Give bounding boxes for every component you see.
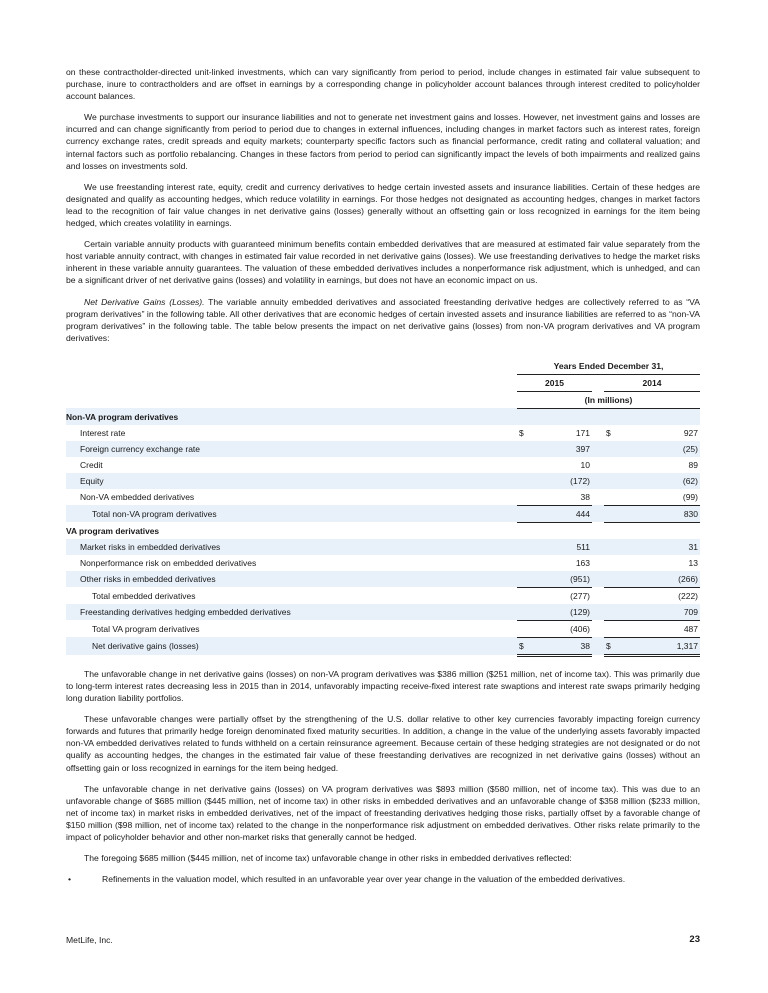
value-2015: 171 [575,427,590,438]
row-label: Total VA program derivatives [92,623,200,634]
table-header-period [66,358,700,375]
period-header: Years Ended December 31, [517,358,700,375]
section-title: VA program derivatives [66,525,160,536]
footer-company: MetLife, Inc. [66,935,113,945]
value-2014: 709 [616,604,700,621]
value-2014: 31 [616,539,700,555]
value-2015: (406) [529,620,592,637]
value-2015: 397 [529,441,592,457]
value-2015: 444 [529,505,592,522]
value-2014: 89 [688,459,698,470]
table-row-total [66,620,700,637]
year-2015-header: 2015 [517,374,592,391]
table-row [66,604,700,621]
paragraph-8: The foregoing $685 million ($445 million, net of income tax) unfavorable change in other risks in embedded derivatives reflected: [84,853,572,864]
value-2015: (172) [529,473,592,489]
bullet-icon: • [68,874,72,885]
value-2014: 487 [616,620,700,637]
table-header-units [66,391,700,408]
paragraph-5: The unfavorable change in net derivative gains (losses) on non-VA program derivatives was $386 million ($251 million, net of income tax). This was primarily due to long-term interest rates decreasing less in 2015 than in 2014, unfavorably impacting receive-fixed interest rate swaptions and interest rate swaps primarily hedging long duration liability portfolios. [66,668,700,704]
derivatives-table [66,358,700,657]
value-2015: 38 [529,489,592,506]
paragraph-net-derivative-gains [66,296,700,344]
table-row-total [66,505,700,522]
table-row-grand-total [66,637,700,655]
value-2015: 163 [575,557,590,568]
value-2014: 830 [616,505,700,522]
currency-symbol: $ [519,427,524,438]
table-row [66,425,700,441]
paragraph-7: The unfavorable change in net derivative gains (losses) on VA program derivatives was $893 million ($580 million, net of income tax). This was due to an unfavorable change of $685 million ($445 million, net of income tax) in other risks in embedded derivatives and an unfavorable change of $358 million ($233 million, net of income tax) in market risks in embedded derivatives, net of the impact of freestanding derivatives hedging those risks, partially offset by a favorable change of $150 million ($98 million, net of income tax) related to the change in the nonperformance risk adjustment on embedded derivatives. Other risks relate primarily to the impact of policyholder behavior and other non-market risks that generally cannot be hedged. [66,783,700,842]
value-2015: (277) [570,590,590,601]
table-row [66,473,700,489]
value-2014: (222) [678,590,698,601]
value-2014: (25) [616,441,700,457]
bullet-item [66,873,700,885]
year-2014-header: 2014 [604,374,700,391]
table-row [66,539,700,555]
value-2015: 511 [529,539,592,555]
currency-symbol: $ [606,427,611,438]
paragraph-2: We purchase investments to support our insurance liabilities and not to generate net investment gains and losses. However, net investment gains and losses are incurred and can change significantly from period to period due to changes in external influences, including changes in market factors such as interest rates, foreign currency exchange rates, credit spreads and equity markets; counterparty specific factors such as financial performance, credit rating and collateral valuation; and internal factors such as portfolio rebalancing. Changes in these factors from period to period can significantly impact the levels of both impairments and realized gains and losses on investments sold. [66,112,700,171]
row-label: Net derivative gains (losses) [66,637,517,655]
section-row [66,522,700,539]
row-label: Total embedded derivatives [92,590,196,601]
document-page [66,66,700,885]
table-row-total [66,587,700,604]
value-2014: 927 [683,427,698,438]
paragraph-body: The variable annuity embedded derivatives and associated freestanding derivative hedges are collectively referred to as “VA program derivatives” in the following table. All other derivatives that are economic hedges of certain invested assets and insurance liabilities are referred to as “non-VA program derivatives” in the following table. The table below presents the impact on net derivative gains (losses) from non-VA program derivatives and VA program derivatives: [66,296,700,343]
table-row [66,571,700,588]
bullet-text: Refinements in the valuation model, which resulted in an unfavorable year over year change in the valuation of the embedded derivatives. [102,874,626,885]
currency-symbol: $ [604,637,616,655]
row-label: Freestanding derivatives hedging embedded derivatives [66,604,517,621]
row-label: Equity [66,473,517,489]
table-row [66,457,700,473]
row-label: Interest rate [80,427,126,438]
paragraph-heading: Net Derivative Gains (Losses). [84,296,205,307]
row-label: Credit [80,459,103,470]
value-2014: (62) [616,473,700,489]
value-2014: (99) [616,489,700,506]
row-label: Non-VA embedded derivatives [80,492,195,503]
value-2014: 1,317 [616,637,700,655]
units-header: (In millions) [517,391,700,408]
value-2015: 10 [580,459,590,470]
value-2014: (266) [616,571,700,588]
value-2014: 13 [688,557,698,568]
table-row [66,555,700,571]
row-label: Total non-VA program derivatives [66,505,517,522]
table-row [66,489,700,506]
value-2015: (951) [529,571,592,588]
row-label: Foreign currency exchange rate [66,441,517,457]
value-2015: (129) [529,604,592,621]
value-2015: 38 [529,637,592,655]
section-title: Non-VA program derivatives [66,408,700,425]
currency-symbol: $ [517,637,529,655]
row-label: Other risks in embedded derivatives [66,571,517,588]
paragraph-6: These unfavorable changes were partially offset by the strengthening of the U.S. dollar relative to other key currencies favorably impacting foreign currency forwards and futures that primarily hedge foreign denominated fixed maturity securities. In addition, a change in the value of the underlying assets favorably impacted non-VA embedded derivatives related to funds withheld on a certain reinsurance agreement. Because certain of these hedging strategies are not designated or do not qualify as accounting hedges, the changes in the estimated fair value of these freestanding derivatives are recognized in net derivative gains (losses) without an offsetting gain or loss recognized in earnings for the item being hedged. [66,714,700,773]
row-label: Market risks in embedded derivatives [66,539,517,555]
table-header-years [66,374,700,391]
paragraph-4: Certain variable annuity products with guaranteed minimum benefits contain embedded derivatives that are measured at estimated fair value separately from the host variable annuity contract, with changes in estimated fair value recorded in net derivative gains (losses). We use freestanding derivatives to hedge the market risks inherent in these variable annuity guarantees. The valuation of these embedded derivatives includes a nonperformance risk adjustment, which is unhedged, and can be a significant driver of net derivative gains (losses) and volatility in earnings, but does not have an economic impact on us. [66,239,700,286]
section-row [66,408,700,425]
row-label: Nonperformance risk on embedded derivatives [80,557,257,568]
paragraph-3: We use freestanding interest rate, equity, credit and currency derivatives to hedge certain invested assets and insurance liabilities. Certain of these hedges are designated and qualify as accounting hedges, which reduce volatility in earnings. For those hedges not designated as accounting hedges, changes in market factors lead to the recognition of fair value changes in net derivative gains (losses) generally without an offsetting gain or loss recognized in earnings for the item being hedged, which creates volatility in earnings. [66,181,700,229]
page-number: 23 [689,934,700,945]
paragraph-1: on these contractholder-directed unit-linked investments, which can vary significantly from period to period, include changes in estimated fair value subsequent to purchase, inure to contractholders and are offset in earnings by a corresponding change in policyholder account balances through interest credited to policyholder account balances. [66,67,700,102]
table-row [66,441,700,457]
